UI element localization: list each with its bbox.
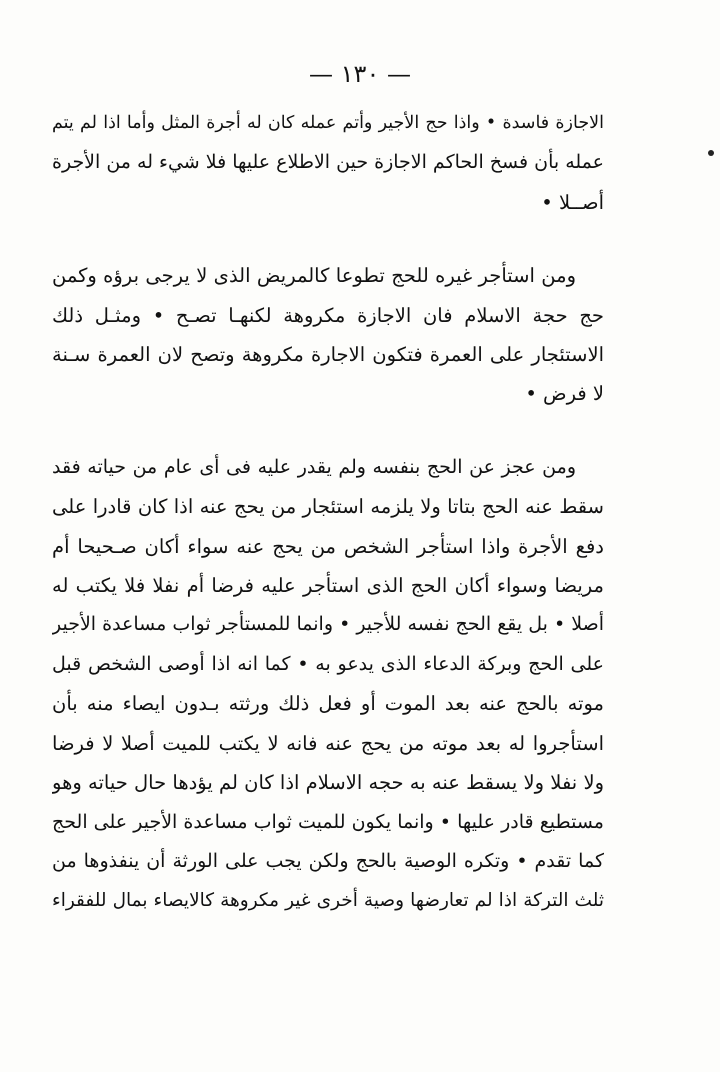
text-line: ولا نفلا ولا يسقط عنه به حجه الاسلام اذا كان لم يؤدها حال حياته وهو [52, 771, 604, 795]
paragraph-1 [52, 104, 604, 222]
text-line: استأجروا له بعد موته من يحج عنه فانه لا يكتب للميت أصلا لا فرضا [52, 731, 604, 755]
text-line: أصــلا • [541, 190, 604, 214]
text-line: حج حجة الاسلام فان الاجازة مكروهة لكنهـا تصـح • ومثـل ذلك [52, 303, 604, 327]
text-line: مريضا وسواء أكان الحج الذى استأجر عليه فرضا أم نفلا فلا يكتب له [52, 574, 604, 598]
text-line: سقط عنه الحج بتاتا ولا يلزمه استئجار من يحج عنه اذا كان قادرا على [52, 495, 604, 519]
text-line: الاجازة فاسدة • واذا حج الأجير وأتم عمله كان له أجرة المثل وأما اذا لم يتم [52, 113, 604, 133]
paragraph-3 [52, 448, 604, 921]
text-line: ومن عجز عن الحج بنفسه ولم يقدر عليه فى أى عام من حياته فقد [52, 455, 576, 478]
margin-dot [708, 150, 714, 156]
text-line: كما تقدم • وتكره الوصية بالحج ولكن يجب على الورثة أن ينفذوها من [52, 849, 604, 872]
paragraph-2 [52, 256, 604, 414]
text-line: عمله بأن فسخ الحاكم الاجازة حين الاطلاع عليها فلا شيء له من الأجرة [52, 151, 604, 174]
text-line: دفع الأجرة واذا استأجر الشخص من يحج عنه سواء أكان صـحيحا أم [52, 534, 604, 558]
text-line: أصلا • بل يقع الحج نفسه للأجير • وانما للمستأجر ثواب مساعدة الأجير [52, 613, 604, 636]
text-line: على الحج وبركة الدعاء الذى يدعو به • كما انه اذا أوصى الشخص قبل [52, 652, 604, 675]
document-body [52, 104, 604, 921]
text-line: لا فرض • [525, 382, 604, 406]
text-line: موته بالحج عنه بعد الموت أو فعل ذلك ورثته بـدون ايصاء منه بأن [52, 692, 604, 716]
text-line: ومن استأجر غيره للحج تطوعا كالمريض الذى لا يرجى برؤه وكمن [52, 264, 576, 288]
text-line: الاستئجار على العمرة فتكون الاجارة مكروهة وتصح لان العمرة سـنة [52, 343, 604, 367]
page-number: — ١٣٠ — [309, 60, 411, 88]
text-line: ثلث التركة اذا لم تعارضها وصية أخرى غير مكروهة كالايصاء بمال للفقراء [52, 890, 604, 912]
text-line: مستطيع قادر عليها • وانما يكون للميت ثواب مساعدة الأجير على الحج [52, 810, 604, 833]
